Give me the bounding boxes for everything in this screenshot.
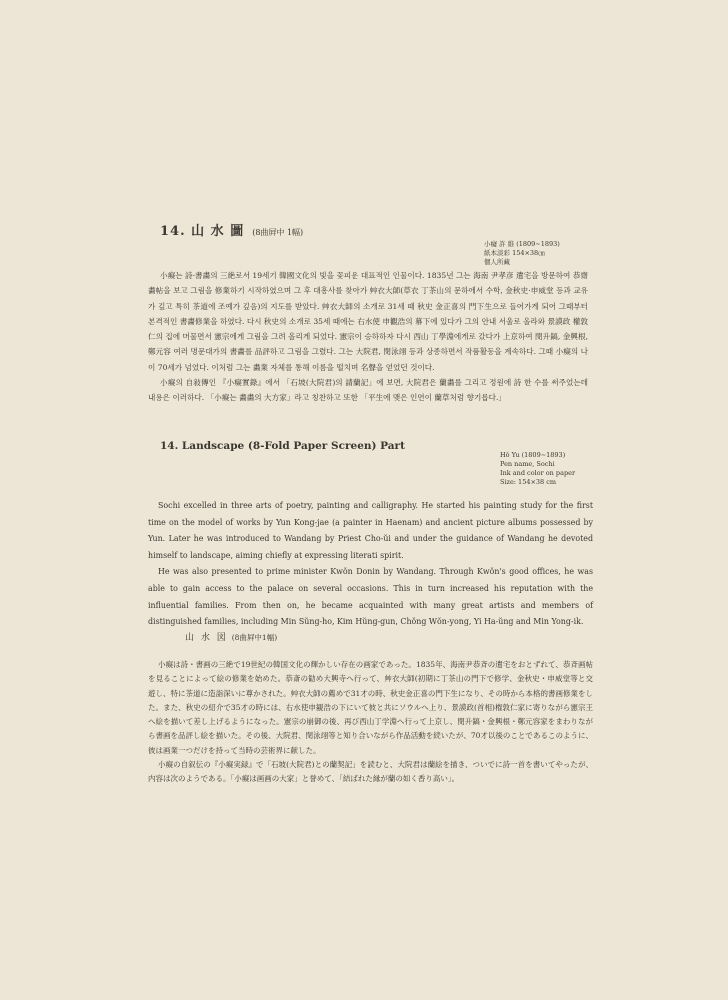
english-paragraph: Sochi excelled in three arts of poetry, painting and calligraphy. He started his painting study for the first time on the model of works by Yun Kong-jae (a painter in Haenam) and ancient picture albums possessed by Yun. Later he was introduced to Wandang by Priest Cho-ŭi and under the guidance of Wandang he devoted himself to landscape, aiming chiefly at expressing literati spirit. <box>148 501 593 560</box>
japanese-body <box>148 658 593 787</box>
english-title: 14. Landscape (8-Fold Paper Screen) Part <box>160 440 405 452</box>
japanese-paragraph: 小癡の自叙伝の『小癡実録』で「石坡(大院君)との蘭契記」を読むと、大院君は蘭絵を描き、ついでに詩一首を書いてやったが、内容は次のようである。「小癡は画画の大家」と誉めて、「結ばれた縁が蘭の如く香り高い」。 <box>148 760 593 784</box>
korean-title-text: 14. 山 水 圖 <box>160 224 245 239</box>
korean-subtitle: (8曲屛中 1幅) <box>252 228 304 237</box>
english-artist: Hŏ Yu (1809∼1893) <box>500 451 566 459</box>
korean-body <box>148 268 588 406</box>
english-pen-name: Pen name, Sochi <box>500 460 555 468</box>
korean-paragraph: 小癡의 自敍傳인 『小癡實錄』에서 「石坡(大院君)의 請蘭記」에 보면, 大院君은 蘭畵를 그리고 정원에 詩 한 수를 써주었는데 내용은 이러하다. 「小癡는 畵畵의 大方家」라고 칭찬하고 또한 「平生에 맺은 인연이 蘭草처럼 향기롭다.」 <box>148 378 588 403</box>
english-size: Size: 154×38 cm <box>500 478 557 486</box>
japanese-title <box>185 630 277 643</box>
japanese-title-text: 山 水 図 <box>185 633 228 643</box>
korean-meta <box>484 240 560 267</box>
english-meta <box>500 451 575 487</box>
japanese-subtitle: (8曲屛中1幅) <box>231 633 278 642</box>
japanese-paragraph: 小癡は詩・書画の三絶で19世紀の韓国文化の輝かしい存在の画家であった。1835年、海南尹恭斉の遺宅をおとずれて、恭斉画帖を見ることによって絵の修業を始めた。恭斎の勧め大興寺へ行って、艸衣大師(初期に丁茶山の門下で修学、金秋史・申威堂等と交遊し、特に茶道に造詣深いに尊かされた。艸衣大師の薦めで31才の時、秋史金正喜の門下生になり、その時から本格的書画修業をした。また、秋史の紹介で35才の時には、右水使申観浩の下にいて彼と共にソウルへ上り、景謨政(首相)権敦仁家に寄りながら憲宗王へ絵を描いて差し上げるようになった。憲宗の崩御の後、再び西山丁学淵へ行って上京し、閔升鎬・金興根・鄭元容家をまわりながら書画を品評し絵を描いた。その後、大院君、閔泳翊等と知り合いながら作品活動を続いたが、70才以後のことであるこのように、彼は画業一つだけを持って当時の芸術界に献した。 <box>148 660 593 755</box>
korean-owner: 個人所藏 <box>484 258 510 266</box>
english-medium: Ink and color on paper <box>500 469 576 477</box>
korean-medium: 紙本淡彩 154×38㎝ <box>484 249 545 257</box>
english-paragraph: He was also presented to prime minister Kwŏn Donin by Wandang. Through Kwŏn's good offices, he was able to gain access to the palace on several occasions. This in turn increased his reputation with the influential families. From then on, he became acquainted with many great artists and members of distinguished families, including Min Sŭng-ho, Kim Hŭng-gun, Chŏng Wŏn-yong, Yi Ha-ŭng and Min Yong-ik. <box>148 567 593 627</box>
korean-paragraph: 小癡는 詩·書畵의 三絶로서 19세기 韓國文化의 빛을 꽃피운 대표적인 인물이다. 1835년 그는 海南 尹孝彦 遺宅을 방문하여 恭齋畵帖을 보고 그림을 修業하기 시작하였으며 그 후 대흥사를 찾아가 艸衣大師(草衣 丁茶山의 문하에서 수학, 金秋史·申威堂 등과 교유가 깊고 특히 茶道에 조예가 깊음)의 지도를 받았다. 艸衣大師의 소개로 31세 때 秋史 金正喜의 門下生으로 들어가게 되어 그때부터 본격적인 書畵修業을 하였다. 다시 秋史의 소개로 35세 때에는 右水使 申觀浩의 幕下에 있다가 그의 안내 서울로 올라와 景謨政 權敦仁의 집에 머물면서 憲宗에게 그림을 그려 올리게 되었다. 憲宗이 승하하자 다시 西山 丁學淵에게로 갔다가 上京하여 閔升鎬, 金興根, 鄭元容 여러 명문대가의 書畵를 品評하고 그림을 그렸다. 그는 大院君, 閔泳翊 등과 상종하면서 작품활동을 계속하다. 그때 小癡의 나이 70세가 넘었다. 이처럼 그는 畵業 자체를 통해 이름을 떨치며 名聲을 얻었던 것이다. <box>148 271 588 372</box>
english-body <box>148 498 593 631</box>
korean-artist: 小癡 許 維 (1809∼1893) <box>484 240 560 248</box>
korean-title <box>160 220 303 239</box>
